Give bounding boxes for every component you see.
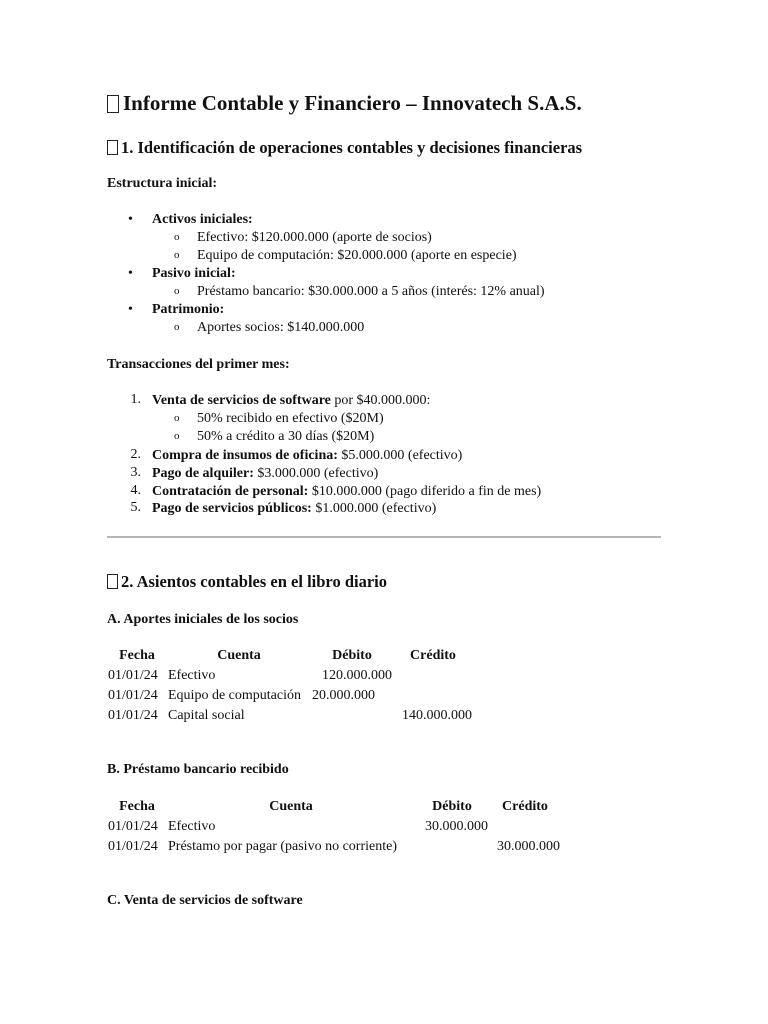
transaction-subitem: 50% recibido en efectivo ($20M) (197, 411, 384, 426)
cell-fecha: 01/01/24 (108, 688, 158, 703)
cell-debito: 20.000.000 (312, 688, 375, 703)
entry-a-table (107, 646, 473, 726)
placeholder-glyph-icon (107, 140, 118, 155)
table-row (107, 706, 473, 726)
column-header-fecha: Fecha (119, 799, 155, 814)
column-header-credito: Crédito (410, 648, 456, 663)
cell-cuenta: Efectivo (168, 668, 216, 683)
table-header-row (107, 646, 473, 666)
entry-b-title: B. Préstamo bancario recibido (107, 762, 289, 777)
transaction-item: Pago de servicios públicos: $1.000.000 (efectivo) (152, 501, 437, 516)
transaction-item: Pago de alquiler: $3.000.000 (efectivo) (152, 466, 379, 481)
group-pasivo-label: Pasivo inicial: (152, 266, 236, 281)
table-header-row (107, 797, 561, 817)
transaction-item: Compra de insumos de oficina: $5.000.000 (efectivo) (152, 448, 463, 463)
placeholder-glyph-icon (107, 574, 118, 589)
bullet-disc-icon: • (128, 302, 133, 317)
pasivo-item-prestamo: Préstamo bancario: $30.000.000 a 5 años (interés: 12% anual) (197, 284, 545, 299)
transaction-item: Contratación de personal: $10.000.000 (pago diferido a fin de mes) (152, 484, 542, 499)
table-row (107, 837, 561, 857)
cell-debito (311, 706, 393, 726)
list-number: 3. (130, 465, 141, 480)
section-1-heading-text: 1. Identificación de operaciones contables y decisiones financieras (121, 138, 583, 157)
list-number: 5. (130, 500, 141, 515)
cell-cuenta: Equipo de computación (168, 688, 301, 703)
entry-a-title: A. Aportes iniciales de los socios (107, 612, 299, 627)
cell-fecha: 01/01/24 (108, 708, 158, 723)
transacciones-label: Transacciones del primer mes: (107, 357, 290, 372)
cell-cuenta: Préstamo por pagar (pasivo no corriente) (168, 839, 397, 854)
cell-cuenta: Capital social (168, 708, 245, 723)
transaction-item: Venta de servicios de software por $40.000.000: (152, 393, 431, 408)
bullet-disc-icon: • (128, 266, 133, 281)
column-header-credito: Crédito (502, 799, 548, 814)
document-title (107, 91, 582, 116)
placeholder-glyph-icon (107, 95, 119, 113)
table-row (107, 686, 473, 706)
cell-credito (489, 817, 561, 837)
bullet-circle-icon: o (174, 231, 180, 243)
list-number: 2. (130, 447, 141, 462)
activos-item-efectivo: Efectivo: $120.000.000 (aporte de socios) (197, 230, 432, 245)
cell-debito: 120.000.000 (322, 668, 392, 683)
patrimonio-item-aportes: Aportes socios: $140.000.000 (197, 320, 365, 335)
section-2-heading-text: 2. Asientos contables en el libro diario (121, 572, 387, 591)
column-header-cuenta: Cuenta (217, 648, 261, 663)
cell-debito (415, 837, 489, 857)
column-header-cuenta: Cuenta (269, 799, 313, 814)
cell-fecha: 01/01/24 (108, 668, 158, 683)
list-number: 4. (130, 483, 141, 498)
group-patrimonio-label: Patrimonio: (152, 302, 225, 317)
transaction-subitem: 50% a crédito a 30 días ($20M) (197, 429, 375, 444)
cell-credito (393, 686, 473, 706)
list-number: 1. (130, 392, 141, 407)
cell-debito: 30.000.000 (425, 819, 488, 834)
cell-fecha: 01/01/24 (108, 839, 158, 854)
cell-cuenta: Efectivo (168, 819, 216, 834)
table-row (107, 666, 473, 686)
column-header-debito: Débito (432, 799, 472, 814)
activos-item-equipo: Equipo de computación: $20.000.000 (aporte en especie) (197, 248, 517, 263)
table-row (107, 817, 561, 837)
section-1-heading (107, 138, 582, 158)
cell-fecha: 01/01/24 (108, 819, 158, 834)
cell-credito (393, 666, 473, 686)
section-2-heading (107, 572, 387, 592)
bullet-circle-icon: o (174, 430, 180, 442)
column-header-debito: Débito (332, 648, 372, 663)
estructura-inicial-label: Estructura inicial: (107, 176, 218, 191)
entry-b-table (107, 797, 561, 857)
cell-credito: 140.000.000 (402, 708, 472, 723)
group-activos-label: Activos iniciales: (152, 212, 253, 227)
column-header-fecha: Fecha (119, 648, 155, 663)
bullet-circle-icon: o (174, 321, 180, 333)
cell-credito: 30.000.000 (497, 839, 560, 854)
section-divider (107, 536, 661, 538)
bullet-circle-icon: o (174, 249, 180, 261)
bullet-disc-icon: • (128, 212, 133, 227)
bullet-circle-icon: o (174, 412, 180, 424)
bullet-circle-icon: o (174, 285, 180, 297)
document-title-text: Informe Contable y Financiero – Innovatech S.A.S. (123, 91, 582, 115)
entry-c-title: C. Venta de servicios de software (107, 893, 303, 908)
